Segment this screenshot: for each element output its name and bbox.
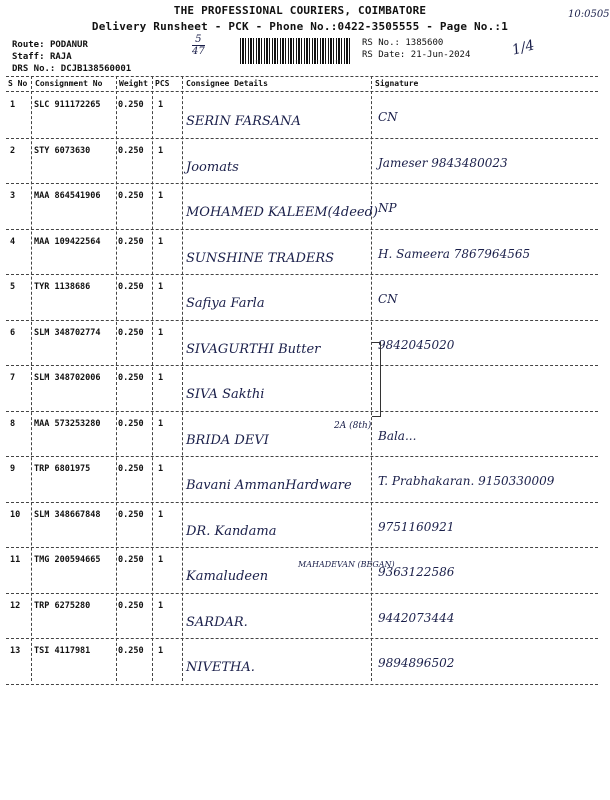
row8-annotation: 2A (8th)	[334, 421, 372, 431]
weight-cell: 0.250	[118, 373, 144, 383]
weight-cell: 0.250	[118, 191, 144, 201]
pcs-cell: 1	[158, 282, 164, 292]
pcs-cell: 1	[158, 373, 164, 383]
consignee-handwritten: DR. Kandama	[186, 523, 277, 539]
weight-cell: 0.250	[118, 600, 144, 611]
consignee-handwritten: Safiya Farla	[186, 296, 265, 311]
consignee-handwritten: SERIN FARSANA	[186, 114, 301, 129]
barcode	[240, 38, 350, 64]
pcs-cell: 1	[158, 646, 164, 656]
column-header-sno: S No	[8, 79, 28, 88]
signature-handwritten: 9894896502	[378, 656, 455, 670]
table-row	[6, 320, 598, 366]
document-title: THE PROFESSIONAL COURIERS, COIMBATORE	[173, 4, 427, 17]
sno-cell: 3	[10, 191, 16, 201]
pcs-cell: 1	[158, 327, 164, 338]
signature-handwritten: 9751160921	[378, 519, 455, 534]
pcs-cell: 1	[158, 145, 164, 156]
signature-handwritten: NP	[378, 201, 397, 215]
table-row	[6, 456, 598, 502]
handwritten-fraction: 5 47	[192, 34, 205, 57]
consignment-cell: MAA 109422564	[34, 236, 101, 247]
consignment-cell: SLM 348702774	[34, 327, 101, 338]
consignment-cell: STY 6073630	[34, 145, 91, 156]
signature-handwritten: Jameser 9843480023	[378, 155, 508, 170]
pcs-cell: 1	[158, 100, 164, 110]
signature-bracket-mark	[372, 342, 381, 417]
sno-cell: 8	[10, 418, 16, 429]
route-line: Route: PODANUR	[12, 40, 88, 50]
consignment-cell: SLM 348667848	[34, 509, 101, 520]
table-row	[6, 411, 598, 457]
table-row	[6, 502, 598, 548]
table-row	[6, 274, 598, 320]
signature-handwritten: H. Sameera 7867964565	[378, 246, 531, 261]
signature-handwritten: Bala...	[378, 428, 417, 443]
consignment-cell: MAA 864541906	[34, 191, 101, 201]
table-row	[6, 183, 598, 229]
pcs-cell: 1	[158, 191, 164, 201]
pcs-cell: 1	[158, 418, 164, 429]
signature-handwritten: 9442073444	[378, 610, 455, 625]
consignee-handwritten: SARDAR.	[186, 614, 248, 630]
drs-line: DRS No.: DCJB138560001	[12, 64, 132, 74]
signature-handwritten: 9842045020	[378, 337, 455, 352]
consignee-handwritten: SUNSHINE TRADERS	[186, 250, 335, 266]
consignee-handwritten: SIVAGURTHI Butter	[186, 341, 321, 357]
rs-date-line: RS Date: 21-Jun-2024	[362, 50, 471, 60]
sno-cell: 13	[10, 646, 21, 656]
consignee-handwritten: BRIDA DEVI	[186, 432, 269, 448]
consignment-cell: TRP 6801975	[34, 464, 91, 474]
staff-line: Staff: RAJA	[12, 52, 72, 62]
column-header-consignment: Consignment No	[35, 79, 103, 88]
rs-no-line: RS No.: 1385600	[362, 38, 444, 48]
table-row	[6, 229, 598, 275]
table-row	[6, 365, 598, 411]
weight-cell: 0.250	[118, 327, 144, 338]
table-row	[6, 138, 598, 184]
consignee-handwritten: Kamaludeen	[186, 569, 269, 584]
sno-cell: 6	[10, 327, 16, 338]
consignment-cell: TRP 6275280	[34, 600, 91, 611]
table-row	[6, 638, 598, 684]
runsheet-table	[6, 76, 598, 681]
column-header-signature: Signature	[375, 79, 419, 88]
sno-cell: 2	[10, 145, 16, 156]
table-row	[6, 92, 598, 138]
signature-handwritten: CN	[378, 110, 398, 124]
column-header-pcs: PCS	[155, 79, 170, 88]
sno-cell: 5	[10, 282, 16, 292]
consignment-cell: TSI 4117981	[34, 646, 91, 656]
signature-handwritten: 9363122586	[378, 565, 455, 579]
document-subtitle: Delivery Runsheet - PCK - Phone No.:0422-3505555 - Page No.:1	[91, 20, 509, 33]
weight-cell: 0.250	[118, 282, 144, 292]
pcs-cell: 1	[158, 509, 164, 520]
pcs-cell: 1	[158, 236, 164, 247]
weight-cell: 0.250	[118, 418, 144, 429]
signature-handwritten: T. Prabhakaran. 9150330009	[378, 474, 555, 488]
consignee-handwritten: SIVA Sakthi	[186, 387, 265, 402]
weight-cell: 0.250	[118, 100, 144, 110]
column-header-weight: Weight	[119, 79, 148, 88]
consignment-cell: TMG 200594665	[34, 555, 101, 565]
sno-cell: 1	[10, 100, 16, 110]
handwritten-right-mark: 1/4	[510, 37, 537, 59]
sno-cell: 7	[10, 373, 16, 383]
weight-cell: 0.250	[118, 555, 144, 565]
consignment-cell: TYR 1138686	[34, 282, 91, 292]
sno-cell: 10	[10, 509, 21, 520]
pcs-cell: 1	[158, 555, 164, 565]
weight-cell: 0.250	[118, 464, 144, 474]
sno-cell: 4	[10, 236, 16, 247]
consignment-cell: SLM 348702006	[34, 373, 101, 383]
weight-cell: 0.250	[118, 145, 144, 156]
sno-cell: 12	[10, 600, 21, 611]
table-row	[6, 593, 598, 639]
consignee-handwritten: Bavani AmmanHardware	[186, 478, 352, 493]
pcs-cell: 1	[158, 464, 164, 474]
consignment-cell: SLC 911172265	[34, 100, 101, 110]
weight-cell: 0.250	[118, 509, 144, 520]
weight-cell: 0.250	[118, 646, 144, 656]
consignee-handwritten: MOHAMED KALEEM(4deed)	[186, 205, 378, 220]
consignment-cell: MAA 573253280	[34, 418, 101, 429]
handwritten-note-top-right: 10:0505	[568, 9, 610, 20]
pcs-cell: 1	[158, 600, 164, 611]
consignee-handwritten: NIVETHA.	[186, 660, 255, 675]
weight-cell: 0.250	[118, 236, 144, 247]
consignee-handwritten: Joomats	[186, 159, 239, 175]
table-row	[6, 547, 598, 593]
row11-annotation: MAHADEVAN (BEGAN)	[298, 560, 395, 569]
sno-cell: 11	[10, 555, 21, 565]
row-divider	[6, 684, 598, 685]
sno-cell: 9	[10, 464, 16, 474]
signature-handwritten: CN	[378, 292, 398, 306]
column-header-consignee: Consignee Details	[186, 79, 268, 88]
